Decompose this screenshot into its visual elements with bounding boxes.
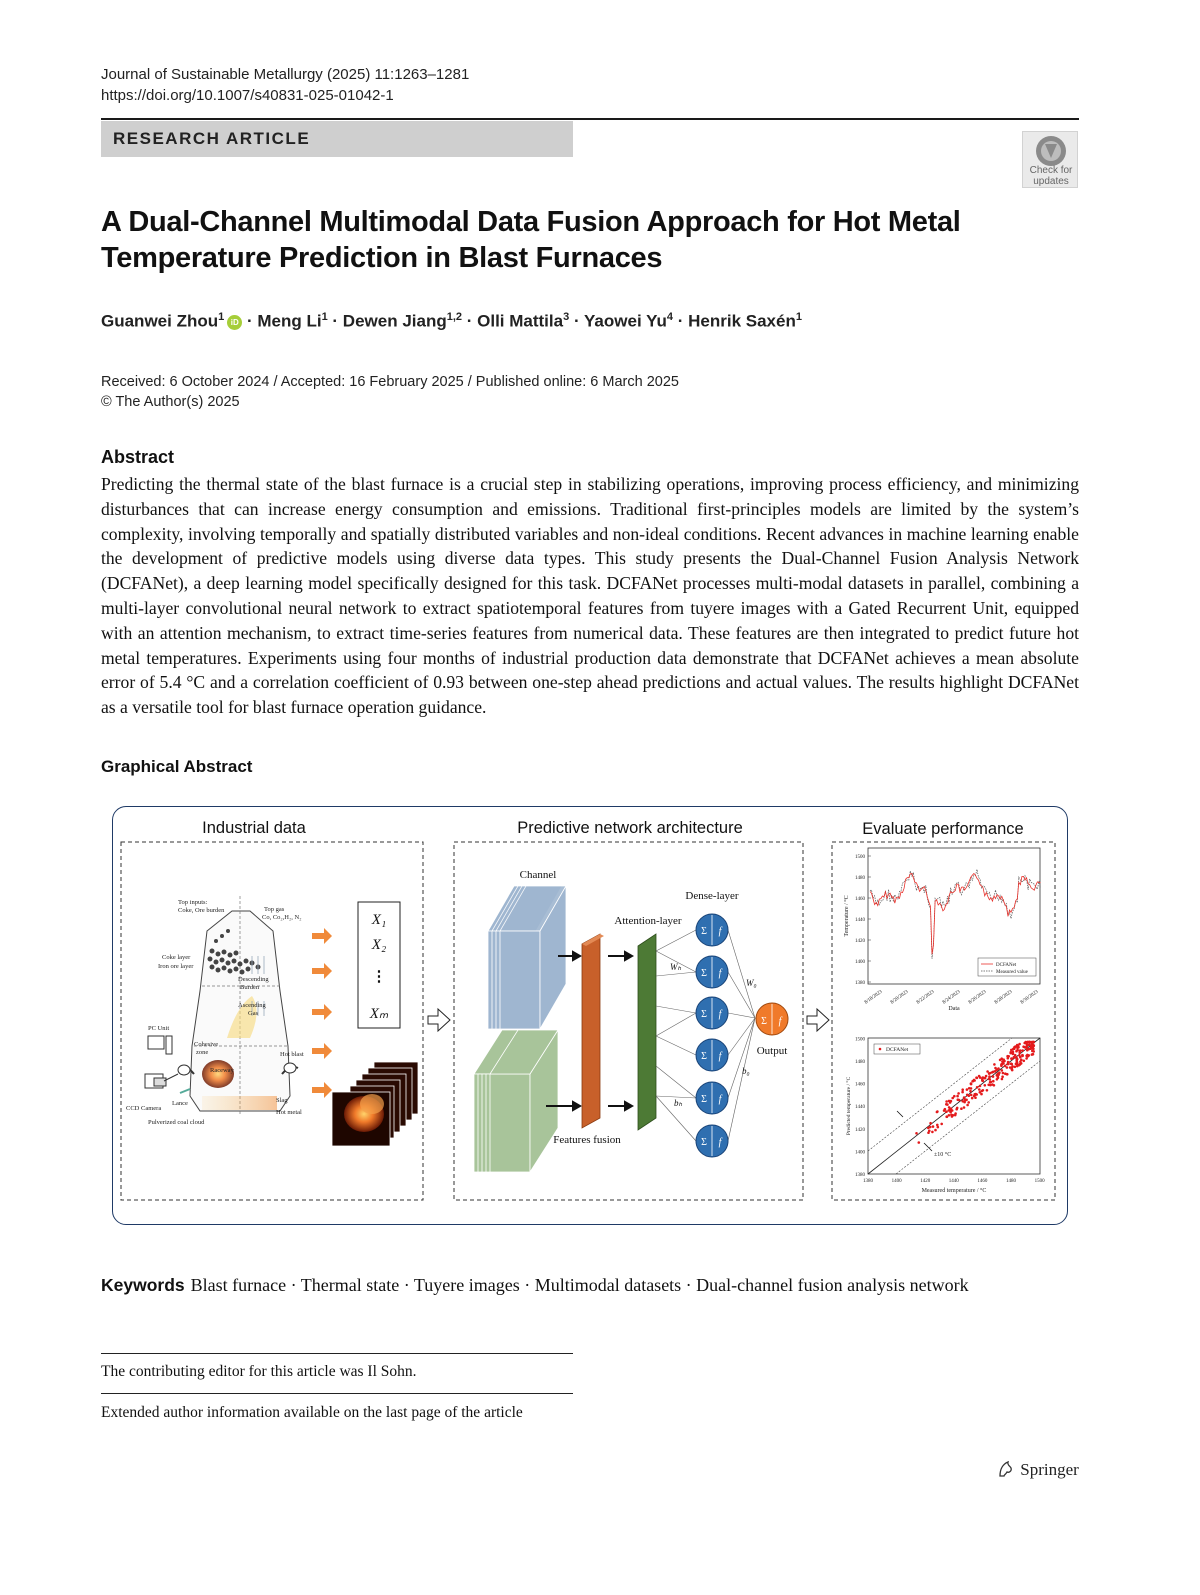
- weight-w0: W₀: [746, 978, 757, 988]
- footnote-author-info: Extended author information available on the last page of the article: [101, 1404, 523, 1421]
- dense-layer-label: Dense-layer: [685, 890, 739, 902]
- scatter-point: [1026, 1049, 1029, 1052]
- scatter-point: [971, 1097, 974, 1100]
- svg-text:f: f: [718, 1051, 722, 1062]
- author-name[interactable]: Meng Li: [257, 311, 322, 331]
- label-slag: Slag: [276, 1097, 288, 1104]
- scatter-point: [966, 1088, 969, 1091]
- scatter-point: [951, 1115, 954, 1118]
- scatter-point: [945, 1100, 948, 1103]
- copyright-line: © The Author(s) 2025: [101, 394, 240, 410]
- publisher-logo: [996, 1459, 1079, 1480]
- output-neuron: [756, 1003, 788, 1035]
- label-coke-layer: Coke layer: [162, 954, 191, 961]
- scatter-point: [993, 1084, 996, 1087]
- scatter-point: [943, 1109, 946, 1112]
- author-affiliation: 1,2: [446, 311, 463, 323]
- scatter-point: [1019, 1063, 1022, 1066]
- graphical-abstract: [112, 806, 1068, 1225]
- author-list: Guanwei Zhou$^1$ iD · Meng $Li^1$ · Dewen Jiang$^{1,2}$ · Olli Mattila$^3$ · Yaowei $Yu^4$ · Henrik Saxén$^1$: [101, 311, 802, 331]
- scatter-point: [1001, 1078, 1004, 1081]
- svg-text:Σ: Σ: [701, 1094, 707, 1105]
- scatter-point: [980, 1093, 983, 1096]
- scatter-point: [1009, 1066, 1012, 1069]
- scatter-point: [981, 1079, 984, 1082]
- scatter-point: [934, 1129, 937, 1132]
- scatter-point: [927, 1127, 930, 1130]
- scatter-point: [1015, 1050, 1018, 1053]
- scatter-point: [1007, 1063, 1010, 1066]
- scatter-point: [976, 1086, 979, 1089]
- scatter-xtick: 1460: [977, 1179, 988, 1184]
- scatter-ytick: 1440: [855, 1105, 865, 1111]
- scatter-point: [982, 1089, 985, 1092]
- scatter-point: [966, 1094, 969, 1097]
- author-name[interactable]: Guanwei Zhou: [101, 311, 219, 331]
- svg-text:Σ: Σ: [701, 1009, 707, 1020]
- scatter-point: [967, 1101, 970, 1104]
- panel3-title: Evaluate performance: [862, 820, 1024, 838]
- scatter-point: [978, 1088, 981, 1091]
- label-raceway: Raceway: [210, 1067, 234, 1074]
- header-rule: [101, 118, 1079, 120]
- scatter-point: [1002, 1072, 1005, 1075]
- data-flow-arrows: [312, 928, 332, 1098]
- svg-text:f: f: [718, 968, 722, 979]
- scatter-xlabel: Measured temperature / °C: [921, 1188, 987, 1194]
- article-title: [101, 204, 1001, 276]
- scatter-point: [973, 1079, 976, 1082]
- author-affiliation: 1: [795, 311, 802, 323]
- label-gas: Gas: [248, 1010, 259, 1017]
- scatter-point: [1014, 1066, 1017, 1069]
- scatter-point: [991, 1071, 994, 1074]
- scatter-point: [1011, 1063, 1014, 1066]
- scatter-ytick: 1420: [855, 1127, 865, 1133]
- scatter-point: [997, 1072, 1000, 1075]
- scatter-point: [988, 1072, 991, 1075]
- scatter-point: [1031, 1053, 1034, 1056]
- scatter-point: [978, 1075, 981, 1078]
- scatter-xtick: 1400: [891, 1179, 902, 1184]
- author-affiliation: 3: [563, 311, 570, 323]
- bias-bh: bₕ: [674, 1098, 683, 1108]
- keywords-label: Keywords: [101, 1275, 185, 1295]
- scatter-chart: [845, 1037, 1045, 1194]
- history-dates: Received: 6 October 2024 / Accepted: 16 February 2025 / Published online: 6 March 2025: [101, 374, 679, 390]
- scatter-point: [966, 1104, 969, 1107]
- svg-text:Σ: Σ: [701, 926, 707, 937]
- scatter-point: [961, 1091, 964, 1094]
- line-chart-ytick: 1480: [855, 876, 865, 881]
- features-fusion-layer: [582, 934, 604, 1128]
- abstract-heading: Abstract: [101, 447, 175, 467]
- svg-text:f: f: [718, 1137, 722, 1148]
- output-label: Output: [756, 1045, 788, 1057]
- scatter-point: [949, 1111, 952, 1114]
- line-chart-xtick: 8/30/2023: [1019, 989, 1040, 1006]
- channel-label: Channel: [519, 869, 557, 881]
- svg-text:f: f: [718, 926, 722, 937]
- flow-arrow-1: [428, 1009, 450, 1031]
- scatter-point: [1026, 1044, 1029, 1047]
- scatter-point: [931, 1131, 934, 1134]
- line-chart-xtick: 8/18/2023: [863, 989, 884, 1006]
- scatter-point: [1001, 1069, 1004, 1072]
- scatter-legend-label: DCFANet: [886, 1047, 909, 1053]
- footnote-rule-2: [101, 1393, 573, 1394]
- scatter-point: [1013, 1056, 1016, 1059]
- scatter-point: [1001, 1075, 1004, 1078]
- scatter-point: [1031, 1041, 1034, 1044]
- journal-citation: Journal of Sustainable Metallurgy (2025) 11:1263–1281: [101, 66, 470, 83]
- scatter-point: [1000, 1063, 1003, 1066]
- scatter-point: [1021, 1049, 1024, 1052]
- scatter-point: [954, 1114, 957, 1117]
- scatter-ytick: 1500: [855, 1037, 865, 1043]
- label-zone: zone: [196, 1049, 209, 1056]
- footnote-editor: The contributing editor for this article was Il Sohn.: [101, 1363, 417, 1380]
- scatter-point: [968, 1087, 971, 1090]
- svg-text:Σ: Σ: [701, 968, 707, 979]
- author-affiliation: 1: [321, 311, 328, 323]
- scatter-point: [999, 1059, 1002, 1062]
- scatter-point: [929, 1122, 932, 1125]
- scatter-point: [990, 1081, 993, 1084]
- scatter-point: [1012, 1052, 1015, 1055]
- label-coke-ore: Coke, Ore burden: [178, 907, 225, 914]
- scatter-ytick: 1480: [855, 1060, 865, 1065]
- scatter-point: [950, 1100, 953, 1103]
- var-xm: Xₘ: [369, 1006, 389, 1022]
- scatter-point: [963, 1106, 966, 1109]
- label-burden: Burden: [240, 984, 260, 991]
- legend-meas: Measured value: [996, 970, 1028, 975]
- scatter-point: [1030, 1045, 1033, 1048]
- author-name[interactable]: Yaowei Yu: [584, 311, 667, 331]
- scatter-point: [979, 1085, 982, 1088]
- line-chart-ylabel: Temperature / °C: [844, 895, 850, 937]
- image-channel-stack: [488, 886, 566, 1029]
- scatter-point: [1026, 1054, 1029, 1057]
- label-descending: Descending: [238, 976, 269, 983]
- line-chart-ytick: 1460: [855, 897, 865, 902]
- legend-pred: DCFANet: [996, 963, 1017, 968]
- scatter-point: [1015, 1056, 1018, 1059]
- scatter-point: [960, 1107, 963, 1110]
- scatter-point: [984, 1084, 987, 1087]
- var-x1: X₁: [371, 912, 387, 928]
- check-for-label: Check for: [1029, 165, 1073, 176]
- scatter-point: [992, 1080, 995, 1083]
- author-name[interactable]: Dewen Jiang: [342, 311, 447, 331]
- scatter-point: [1006, 1066, 1009, 1069]
- label-ccd-camera: CCD Camera: [126, 1105, 162, 1112]
- label-cohesive: Cohesive: [194, 1041, 219, 1048]
- scatter-point: [957, 1092, 960, 1095]
- scatter-point: [918, 1141, 921, 1144]
- scatter-point: [1019, 1056, 1022, 1059]
- scatter-point: [996, 1078, 999, 1081]
- journal-header: [101, 64, 469, 106]
- scatter-point: [1006, 1073, 1009, 1076]
- svg-text:Σ: Σ: [761, 1016, 767, 1027]
- line-chart-ytick: 1400: [855, 960, 865, 965]
- scatter-point: [936, 1110, 939, 1113]
- scatter-point: [951, 1097, 954, 1100]
- keywords-text: Blast furnace · Thermal state · Tuyere images · Multimodal datasets · Dual-channel fusion analysis network: [190, 1275, 969, 1295]
- footnote-rule-1: [101, 1353, 573, 1354]
- author-name[interactable]: Olli Mattila: [477, 311, 564, 331]
- label-pulverized: Pulverized coal cloud: [148, 1119, 205, 1126]
- line-chart-xtick: 8/26/2023: [967, 989, 988, 1006]
- label-pc-unit: PC Unit: [148, 1025, 170, 1032]
- scatter-point: [950, 1107, 953, 1110]
- flow-arrow-2: [807, 1009, 829, 1031]
- label-lance: Lance: [172, 1100, 188, 1107]
- scatter-point: [996, 1068, 999, 1071]
- svg-text:f: f: [718, 1094, 722, 1105]
- label-iron-layer: Iron ore layer: [158, 963, 194, 970]
- title-line-2: Temperature Prediction in Blast Furnaces: [101, 242, 663, 274]
- scatter-ytick: 1380: [855, 1173, 865, 1178]
- line-chart-xlabel: Data: [948, 1006, 960, 1012]
- scatter-point: [986, 1089, 989, 1092]
- line-chart-xtick: 8/22/2023: [915, 989, 936, 1006]
- scatter-point: [946, 1103, 949, 1106]
- scatter-ylabel: Predicted temperature / °C: [846, 1076, 852, 1136]
- scatter-point: [973, 1095, 976, 1098]
- scatter-point: [1027, 1041, 1030, 1044]
- label-top-gas: Top gas: [264, 906, 285, 913]
- scatter-ytick: 1460: [855, 1082, 865, 1088]
- numeric-channel-stack: [474, 1030, 558, 1172]
- features-fusion-label: Features fusion: [553, 1134, 621, 1146]
- scatter-point: [1029, 1047, 1032, 1050]
- graphical-abstract-heading: Graphical Abstract: [101, 757, 253, 776]
- tuyere-image-stack: [332, 1062, 418, 1146]
- scatter-point: [969, 1090, 972, 1093]
- title-line-1: A Dual-Channel Multimodal Data Fusion Approach for Hot Metal: [101, 206, 961, 238]
- keywords-line: [101, 1275, 969, 1296]
- label-hot-blast: Hot blast: [280, 1051, 304, 1058]
- scatter-point: [946, 1116, 949, 1119]
- update-icon: [1034, 134, 1068, 168]
- scatter-point: [945, 1110, 948, 1113]
- label-ascending: Ascending: [238, 1002, 266, 1009]
- scatter-point: [988, 1075, 991, 1078]
- line-chart: [843, 848, 1041, 1012]
- author-affiliation: 1: [218, 311, 225, 323]
- weight-wh: Wₕ: [670, 962, 682, 972]
- scatter-point: [955, 1108, 958, 1111]
- scatter-point: [937, 1126, 940, 1129]
- scatter-point: [975, 1093, 978, 1096]
- scatter-point: [1013, 1046, 1016, 1049]
- svg-text:f: f: [718, 1009, 722, 1020]
- scatter-point: [1020, 1059, 1023, 1062]
- bias-b0: b₀: [742, 1066, 750, 1076]
- scatter-point: [1024, 1046, 1027, 1049]
- scatter-point: [1023, 1060, 1026, 1063]
- scatter-point: [993, 1063, 996, 1066]
- dense-neurons: [696, 914, 728, 1157]
- scatter-point: [932, 1125, 935, 1128]
- line-chart-ytick: 1420: [855, 939, 865, 944]
- check-for-updates-badge[interactable]: [1022, 131, 1078, 188]
- scatter-point: [1021, 1054, 1024, 1057]
- line-chart-ytick: 1500: [855, 855, 865, 860]
- article-type: RESEARCH ARTICLE: [113, 129, 311, 148]
- scatter-point: [970, 1094, 973, 1097]
- scatter-point: [956, 1095, 959, 1098]
- svg-text:Σ: Σ: [701, 1137, 707, 1148]
- scatter-point: [1002, 1058, 1005, 1061]
- scatter-point: [936, 1124, 939, 1127]
- journal-doi[interactable]: https://doi.org/10.1007/s40831-025-01042-1: [101, 87, 394, 104]
- scatter-point: [976, 1077, 979, 1080]
- publisher-name: Springer: [1020, 1460, 1079, 1479]
- scatter-xtick: 1480: [1006, 1179, 1016, 1184]
- scatter-point: [940, 1123, 943, 1126]
- scatter-point: [915, 1132, 918, 1135]
- scatter-xtick: 1500: [1034, 1179, 1045, 1184]
- scatter-point: [970, 1083, 973, 1086]
- abstract-text: Predicting the thermal state of the blast furnace is a crucial step in stabilizing operations, improving process efficiency, and minimizing disturbances that can increase energy consumption and emissions. Traditional first-principles models are limited by the system’s complexity, involving temporally and spatially distributed variables and non-ideal conditions. Recent advances in machine learning enable the development of predictive models using diverse data types. This study presents the Dual-Channel Fusion Analysis Network (DCFANet), a deep learning model specifically designed for this task. DCFANet processes multi-modal datasets in parallel, combining a multi-layer convolutional neural network to extract spatiotemporal features from tuyere images with a Gated Recurrent Unit, equipped with an attention mechanism, to extract time-series features from numerical data. These features are then integrated to predict future hot metal temperatures. Experiments using four months of industrial production data demonstrate that DCFANet achieves a mean absolute error of 5.4 °C and a correlation coefficient of 0.93 between one-step ahead predictions and actual values. The results highlight DCFANet as a versatile tool for blast furnace operation guidance.: [101, 474, 1079, 718]
- svg-text:Σ: Σ: [701, 1051, 707, 1062]
- scatter-point: [992, 1075, 995, 1078]
- scatter-point: [961, 1088, 964, 1091]
- author-name[interactable]: Henrik Saxén: [688, 311, 796, 331]
- scatter-point: [986, 1070, 989, 1073]
- band-label: ±10 °C: [934, 1152, 952, 1158]
- scatter-xtick: 1440: [948, 1179, 959, 1184]
- scatter-point: [1015, 1063, 1018, 1066]
- springer-horse-icon: [996, 1459, 1016, 1479]
- scatter-point: [927, 1131, 930, 1134]
- blast-furnace-diagram: [145, 896, 298, 1116]
- line-chart-ytick: 1440: [855, 918, 865, 923]
- orcid-icon[interactable]: iD: [227, 315, 242, 330]
- label-top-gas-comp: Co, Co₂,H₂, N₂: [262, 914, 302, 921]
- scatter-point: [988, 1077, 991, 1080]
- line-chart-xtick: 8/28/2023: [993, 989, 1014, 1006]
- var-x2: X₂: [371, 937, 387, 953]
- scatter-point: [982, 1076, 985, 1079]
- updates-label: updates: [1033, 176, 1069, 187]
- scatter-ytick: 1400: [855, 1150, 865, 1156]
- label-top-inputs: Top inputs:: [178, 899, 208, 906]
- scatter-point: [989, 1084, 992, 1087]
- publication-dates: [101, 372, 679, 412]
- scatter-point: [1032, 1048, 1035, 1051]
- scatter-xtick: 1380: [863, 1179, 873, 1184]
- author-affiliation: 4: [666, 311, 673, 323]
- panel1-title: Industrial data: [202, 819, 306, 837]
- attention-layer: [638, 934, 656, 1130]
- var-dots: ⋮: [371, 969, 387, 985]
- line-chart-ytick: 1380: [855, 981, 865, 986]
- scatter-point: [994, 1070, 997, 1073]
- label-hot-metal: Hot metal: [276, 1109, 302, 1116]
- scatter-xtick: 1420: [920, 1179, 931, 1184]
- line-chart-xtick: 8/20/2023: [889, 989, 910, 1006]
- scatter-point: [958, 1099, 961, 1102]
- line-chart-xtick: 8/24/2023: [941, 989, 962, 1006]
- scatter-point: [1019, 1049, 1022, 1052]
- scatter-point: [961, 1100, 964, 1103]
- attention-layer-label: Attention-layer: [614, 915, 682, 927]
- panel2-title: Predictive network architecture: [517, 819, 743, 837]
- svg-text:f: f: [778, 1016, 782, 1027]
- scatter-point: [1007, 1057, 1010, 1060]
